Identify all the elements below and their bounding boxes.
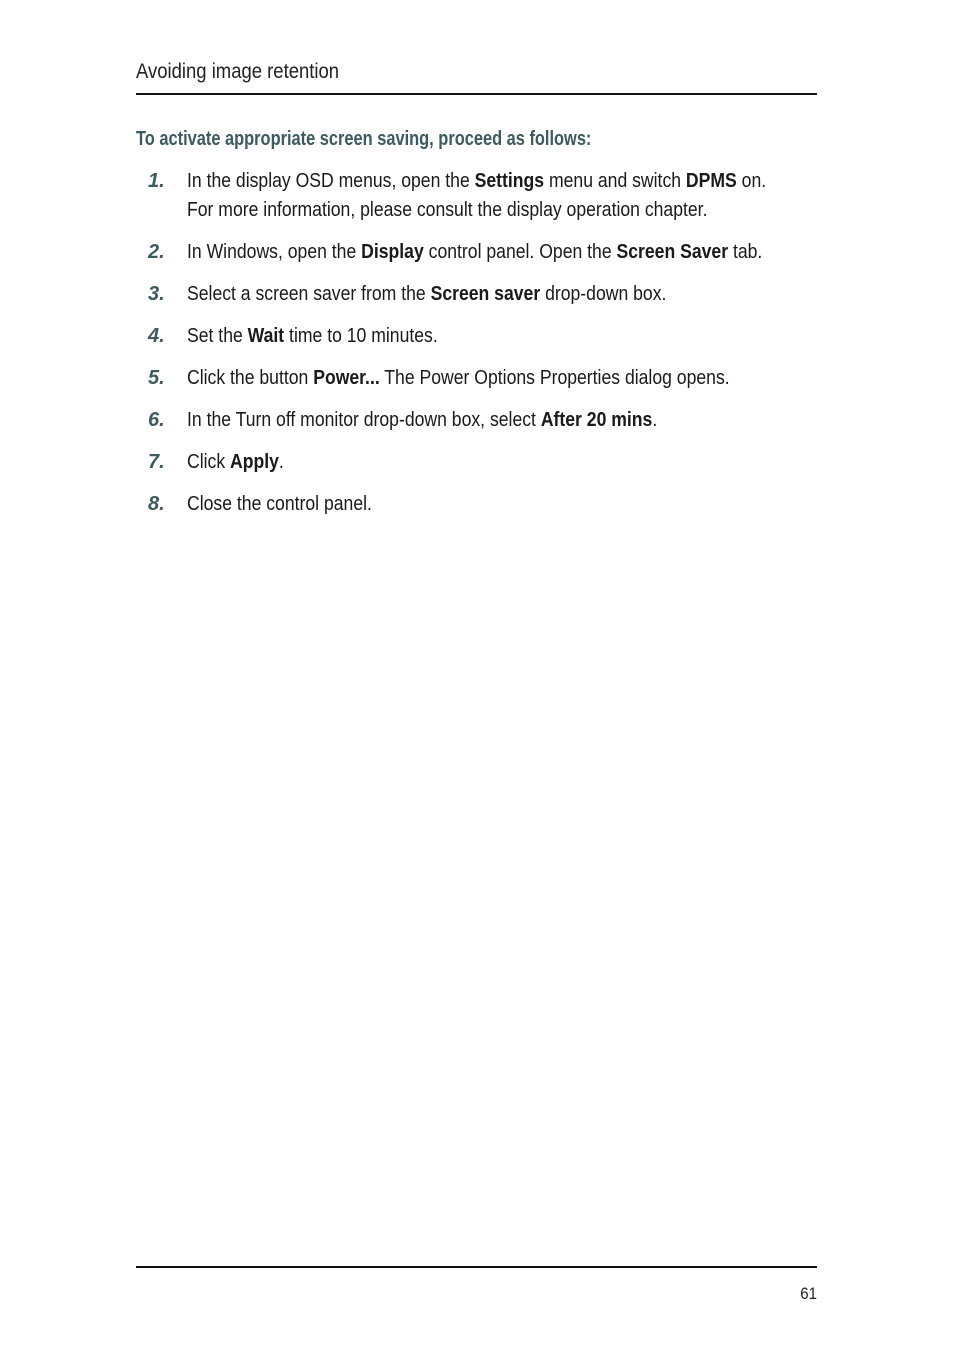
step-item	[136, 167, 836, 225]
ui-term: After 20 mins	[540, 409, 653, 431]
text-segment: on. For more information, please consult the display operation chapter.	[187, 170, 767, 221]
text-segment: The Power Options Properties dialog opens.	[379, 367, 730, 389]
step-text	[187, 167, 785, 225]
ui-term: Wait	[247, 325, 285, 347]
step-number: 2.	[148, 241, 165, 263]
text-segment: Click the button	[187, 367, 314, 389]
text-segment: In Windows, open the	[187, 241, 362, 263]
step-item	[136, 238, 836, 267]
ui-term: Settings	[474, 170, 545, 192]
ui-term: Screen saver	[430, 283, 541, 305]
text-segment: drop-down box.	[540, 283, 667, 305]
step-item	[136, 364, 836, 393]
step-item	[136, 490, 836, 519]
step-text	[187, 280, 785, 309]
step-text	[187, 448, 785, 477]
step-text	[187, 364, 785, 393]
step-text	[187, 238, 785, 267]
step-item	[136, 406, 836, 435]
ui-term: DPMS	[685, 170, 737, 192]
header-rule	[136, 93, 817, 95]
text-segment: time to 10 minutes.	[284, 325, 438, 347]
step-number: 8.	[148, 493, 165, 515]
step-number: 7.	[148, 451, 165, 473]
step-text	[187, 322, 785, 351]
procedure-heading: To activate appropriate screen saving, proceed as follows:	[136, 128, 592, 150]
ui-term: Apply	[230, 451, 279, 473]
page-number: 61	[800, 1284, 817, 1303]
text-segment: Click	[187, 451, 231, 473]
step-number: 5.	[148, 367, 165, 389]
text-segment: .	[278, 451, 284, 473]
text-segment: tab.	[728, 241, 763, 263]
step-item	[136, 322, 836, 351]
text-segment: control panel. Open the	[423, 241, 617, 263]
running-header: Avoiding image retention	[136, 60, 340, 83]
text-segment: Set the	[187, 325, 248, 347]
procedure-steps	[136, 167, 836, 532]
step-item	[136, 448, 836, 477]
step-number: 3.	[148, 283, 165, 305]
step-item	[136, 280, 836, 309]
text-segment: Close the control panel.	[187, 493, 372, 515]
footer-rule	[136, 1266, 817, 1268]
ui-term: Screen Saver	[616, 241, 729, 263]
text-segment: In the display OSD menus, open the	[187, 170, 475, 192]
text-segment: menu and switch	[544, 170, 686, 192]
text-segment: .	[652, 409, 658, 431]
step-text	[187, 406, 785, 435]
step-text	[187, 490, 785, 519]
text-segment: In the Turn off monitor drop-down box, select	[187, 409, 541, 431]
step-number: 6.	[148, 409, 165, 431]
ui-term: Power...	[313, 367, 380, 389]
ui-term: Display	[361, 241, 424, 263]
text-segment: Select a screen saver from the	[187, 283, 431, 305]
step-number: 1.	[148, 170, 165, 192]
step-number: 4.	[148, 325, 165, 347]
